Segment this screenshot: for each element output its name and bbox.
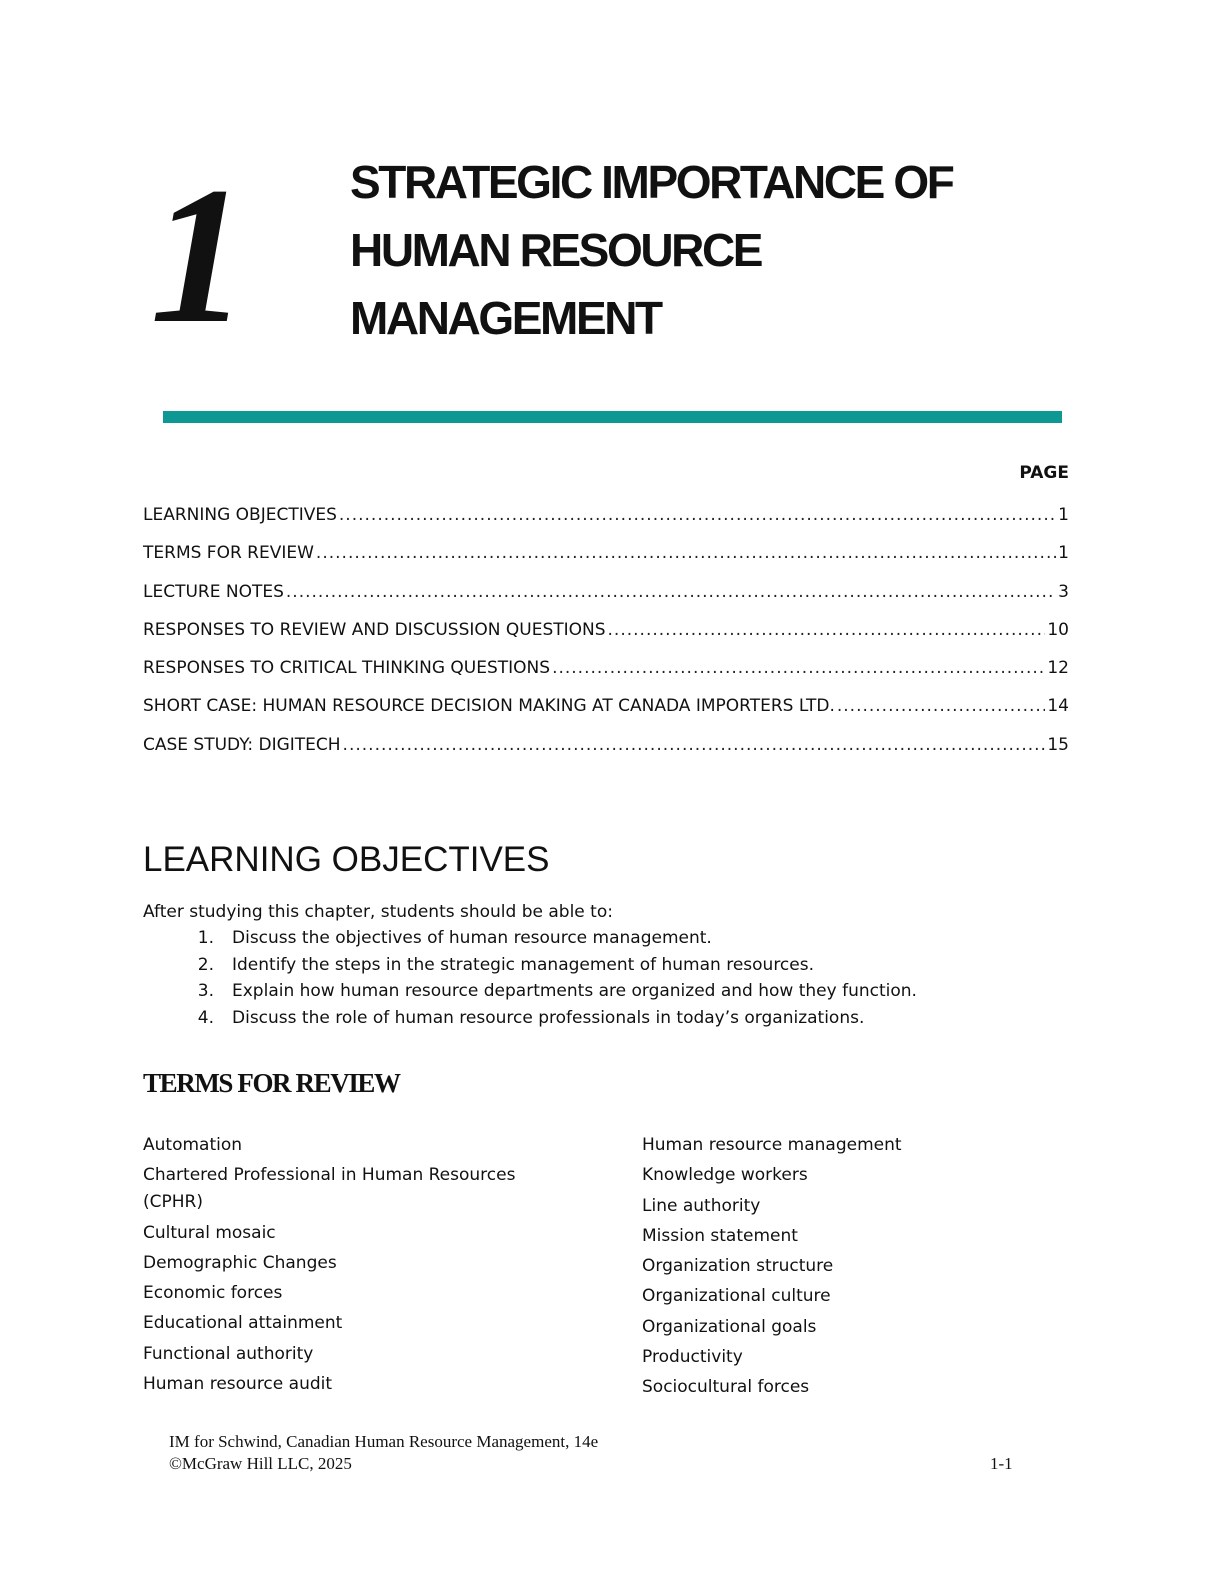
term-item: Productivity [642, 1347, 743, 1368]
term-item: Demographic Changes [143, 1252, 337, 1273]
chapter-title-line: MANAGEMENT [350, 292, 661, 344]
terms-column-left [143, 1132, 563, 1401]
toc-entry[interactable] [143, 496, 1069, 534]
chapter-title-line: HUMAN RESOURCE [350, 224, 762, 276]
toc-dot-leader [339, 496, 1056, 534]
list-item-number: 2. [197, 954, 214, 975]
term-item: Organizational goals [642, 1316, 817, 1337]
term-item: Automation [143, 1135, 243, 1155]
term-item: Mission statement [642, 1225, 798, 1246]
term-item: Sociocultural forces [642, 1377, 810, 1398]
chapter-title [350, 148, 1090, 352]
list-item [143, 978, 917, 1005]
toc-entry[interactable] [143, 649, 1069, 687]
footer-copyright: ©McGraw Hill LLC, 2025 [169, 1454, 352, 1473]
term-item: Organization structure [642, 1256, 834, 1277]
list-item-text: Discuss the objectives of human resource management. [232, 928, 712, 948]
chapter-number: 1 [150, 147, 244, 364]
term-item: Human resource management [642, 1135, 902, 1155]
title-divider [163, 411, 1062, 423]
list-item-number: 1. [197, 928, 214, 948]
toc-entry[interactable] [143, 726, 1069, 764]
list-item-number: 3. [197, 981, 214, 1001]
chapter-title-line: STRATEGIC IMPORTANCE OF [350, 156, 953, 208]
toc-entry-page: 3 [1058, 581, 1069, 602]
toc-entry-label: RESPONSES TO REVIEW AND DISCUSSION QUESTIONS [143, 619, 606, 640]
list-item [143, 952, 917, 979]
term-item: Functional authority [143, 1343, 314, 1364]
toc-entry[interactable] [143, 687, 1069, 725]
toc-entry-label: LECTURE NOTES [143, 581, 284, 602]
list-item-text: Discuss the role of human resource professionals in today’s organizations. [232, 1007, 865, 1028]
toc-entry[interactable] [143, 611, 1069, 649]
toc-entry-page: 1 [1058, 505, 1069, 525]
toc-entry-label: SHORT CASE: HUMAN RESOURCE DECISION MAKING AT CANADA IMPORTERS LTD. [143, 696, 835, 717]
footer-book-credit: IM for Schwind, Canadian Human Resource Management, 14e [169, 1432, 599, 1451]
page-footer [169, 1431, 598, 1475]
learning-objectives-list [143, 925, 917, 1031]
toc-dot-leader [316, 534, 1056, 572]
learning-objectives-intro: After studying this chapter, students should be able to: [143, 902, 613, 922]
toc-entry-label: TERMS FOR REVIEW [143, 543, 314, 564]
toc-dot-leader [837, 687, 1046, 725]
learning-objectives-heading: LEARNING OBJECTIVES [143, 840, 550, 879]
term-item: Organizational culture [642, 1286, 831, 1307]
term-item: Educational attainment [143, 1313, 343, 1334]
list-item-text: Explain how human resource departments are organized and how they function. [232, 981, 917, 1001]
toc-entry-page: 12 [1047, 658, 1069, 679]
toc-entry-page: 1 [1058, 543, 1069, 564]
term-item: Chartered Professional in Human Resources (CPHR) [143, 1165, 516, 1213]
toc-entry-label: CASE STUDY: DIGITECH [143, 734, 341, 755]
toc-entry-label: RESPONSES TO CRITICAL THINKING QUESTIONS [143, 658, 551, 679]
toc-entry-page: 14 [1047, 696, 1069, 717]
toc-dot-leader [552, 649, 1045, 687]
list-item [143, 1005, 917, 1032]
toc-entry[interactable] [143, 534, 1069, 572]
list-item-text: Identify the steps in the strategic management of human resources. [232, 954, 815, 975]
toc-dot-leader [608, 611, 1046, 649]
terms-column-right [642, 1132, 1062, 1405]
list-item [143, 925, 917, 952]
toc-page-header: PAGE [1019, 463, 1069, 483]
term-item: Human resource audit [143, 1374, 333, 1395]
term-item: Cultural mosaic [143, 1222, 276, 1243]
term-item: Knowledge workers [642, 1165, 808, 1186]
table-of-contents [143, 458, 1069, 764]
term-item: Economic forces [143, 1283, 283, 1304]
toc-entry[interactable] [143, 573, 1069, 611]
terms-for-review-heading: TERMS FOR REVIEW [143, 1068, 400, 1098]
list-item-number: 4. [197, 1007, 214, 1028]
toc-entry-label: LEARNING OBJECTIVES [143, 505, 337, 525]
term-item: Line authority [642, 1195, 761, 1216]
toc-entry-page: 10 [1047, 619, 1069, 640]
toc-dot-leader [343, 726, 1046, 764]
toc-entry-page: 15 [1047, 734, 1069, 755]
toc-dot-leader [286, 573, 1056, 611]
footer-page-number: 1-1 [990, 1454, 1013, 1473]
